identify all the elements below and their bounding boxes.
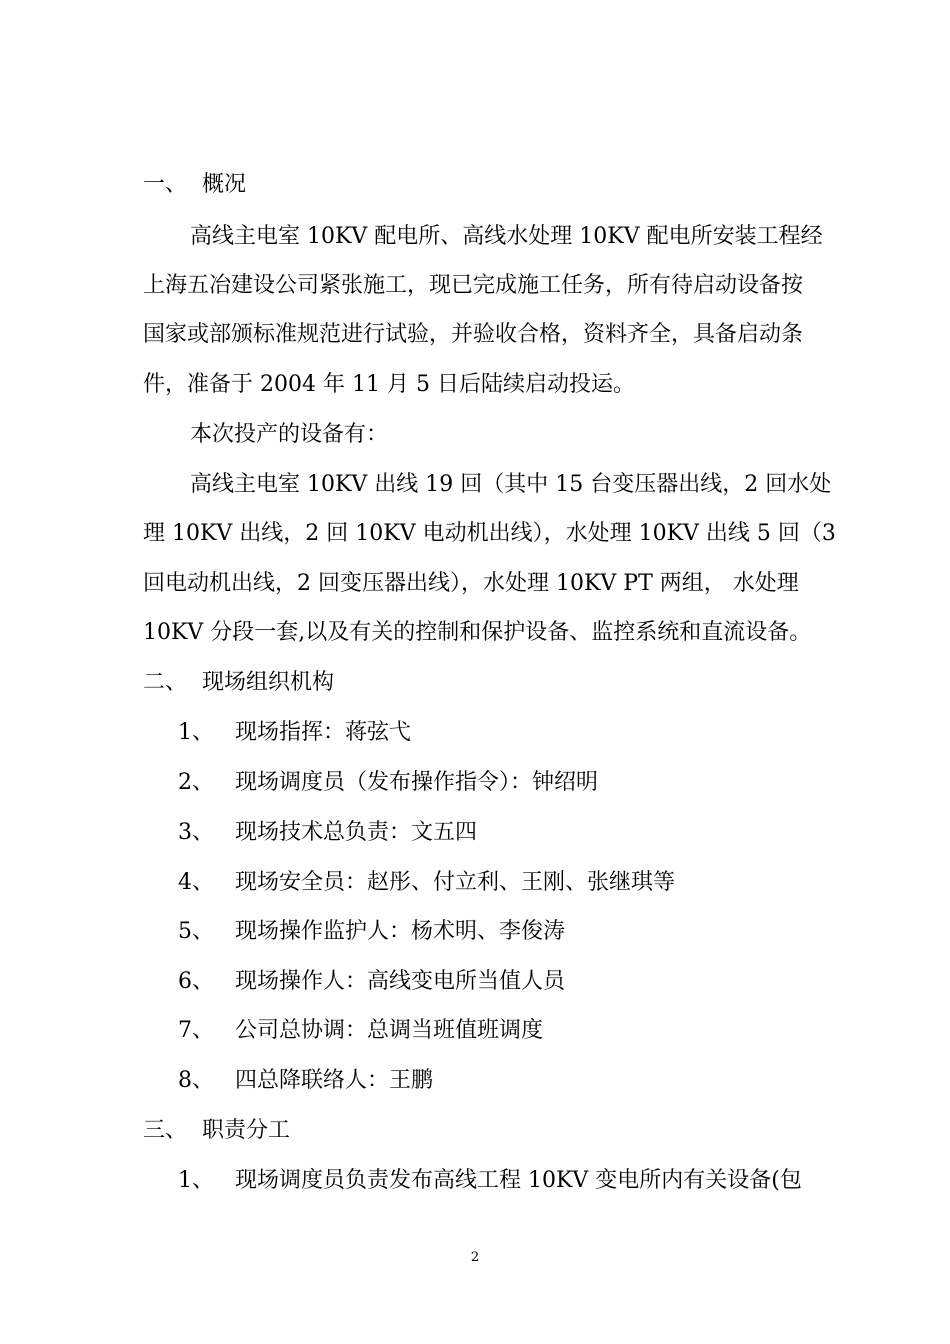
section-1-title: 概况 [202, 172, 247, 197]
section-2-number: 二、 [143, 670, 188, 695]
overview-para2: 本次投产的设备有： [190, 422, 389, 447]
overview-para3-line1: 高线主电室 10KV 出线 19 回（其中 15 台变压器出线，2 回水处 [190, 472, 832, 497]
org-item-5-text: 现场操作监护人：杨术明、李俊涛 [235, 919, 566, 944]
org-item-7-number: 7、 [178, 1018, 214, 1043]
org-item-2-text: 现场调度员（发布操作指令）：钟绍明 [235, 770, 599, 795]
section-3-number: 三、 [143, 1118, 188, 1143]
org-item-6-text: 现场操作人：高线变电所当值人员 [235, 969, 566, 994]
org-item-8-number: 8、 [178, 1068, 214, 1093]
org-item-2-number: 2、 [178, 770, 214, 795]
overview-para1-line4: 件，准备于 2004 年 11 月 5 日后陆续启动投运。 [143, 372, 635, 397]
org-item-4-number: 4、 [178, 870, 214, 895]
page-number: 2 [470, 1250, 480, 1265]
duty-item-1-text: 现场调度员负责发布高线工程 10KV 变电所内有关设备(包 [235, 1168, 802, 1193]
org-item-3-number: 3、 [178, 820, 214, 845]
org-item-5-number: 5、 [178, 919, 214, 944]
org-item-1-text: 现场指挥：蒋弦弋 [235, 720, 412, 745]
overview-para1-line1: 高线主电室 10KV 配电所、高线水处理 10KV 配电所安装工程经 [190, 224, 823, 249]
overview-para3-line3: 回电动机出线，2 回变压器出线），水处理 10KV PT 两组， 水处理 [143, 571, 799, 596]
duty-item-1-number: 1、 [178, 1168, 214, 1193]
section-2-title: 现场组织机构 [202, 670, 335, 695]
section-3-title: 职责分工 [202, 1118, 291, 1143]
org-item-1-number: 1、 [178, 720, 214, 745]
overview-para1-line3: 国家或部颁标准规范进行试验，并验收合格，资料齐全，具备启动条 [143, 322, 804, 347]
overview-para3-line4: 10KV 分段一套,以及有关的控制和保护设备、监控系统和直流设备。 [143, 620, 812, 645]
org-item-7-text: 公司总协调：总调当班值班调度 [235, 1018, 544, 1043]
overview-para1-line2: 上海五冶建设公司紧张施工，现已完成施工任务，所有待启动设备按 [143, 273, 804, 298]
org-item-6-number: 6、 [178, 969, 214, 994]
org-item-4-text: 现场安全员：赵彤、付立利、王刚、张继琪等 [235, 870, 676, 895]
org-item-8-text: 四总降联络人：王鹏 [235, 1068, 434, 1093]
overview-para3-line2: 理 10KV 出线，2 回 10KV 电动机出线），水处理 10KV 出线 5 回（3 [143, 521, 836, 546]
section-1-number: 一、 [143, 172, 188, 197]
org-item-3-text: 现场技术总负责：文五四 [235, 820, 478, 845]
